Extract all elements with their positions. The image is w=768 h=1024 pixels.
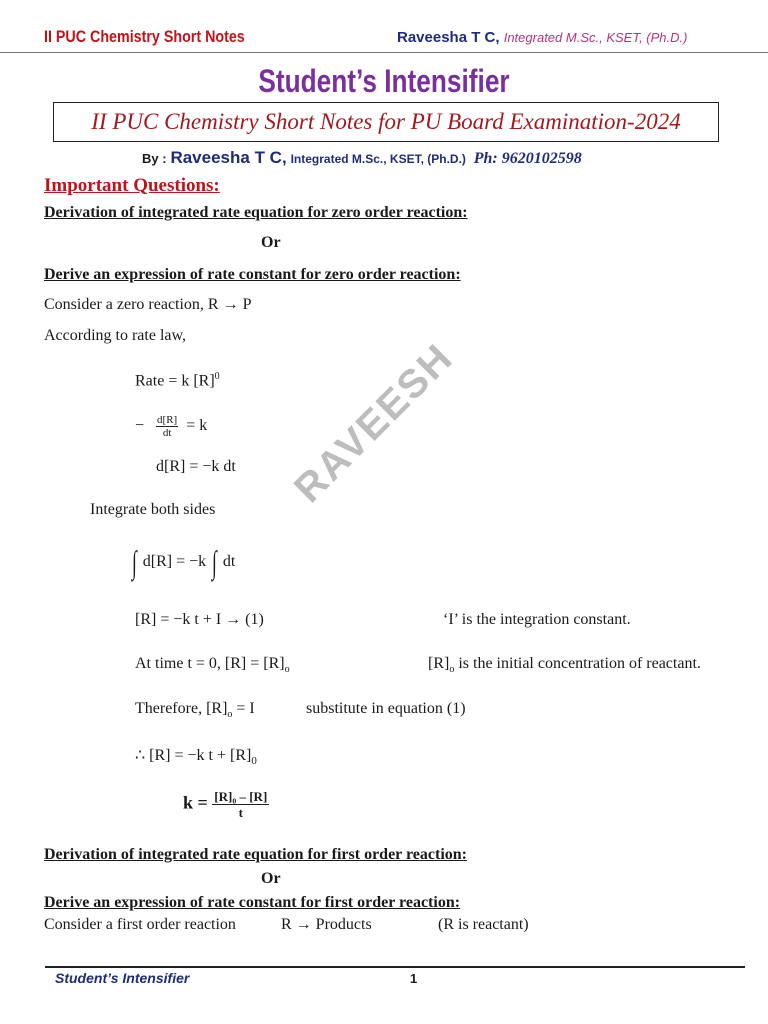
byline bbox=[142, 148, 582, 168]
therefore-b: = I bbox=[232, 700, 255, 717]
important-questions-heading: Important Questions: bbox=[44, 175, 220, 196]
final-eq-sub: 0 bbox=[251, 755, 257, 768]
therefore-line bbox=[135, 700, 255, 720]
page-number: 1 bbox=[410, 971, 418, 986]
rate-law-equation bbox=[135, 371, 220, 390]
header-left-title: II PUC Chemistry Short Notes bbox=[44, 27, 245, 46]
therefore-a: Therefore, [R] bbox=[135, 700, 228, 717]
header-author-name: Raveesha T C, bbox=[397, 29, 500, 46]
byline-name: Raveesha T C bbox=[170, 148, 282, 167]
integral-right: dt bbox=[222, 553, 236, 571]
integral-symbol: ∫ bbox=[131, 544, 137, 580]
byline-phone: Ph: 9620102598 bbox=[473, 150, 582, 167]
dR-equation: d[R] = −k dt bbox=[156, 458, 236, 475]
dR-dt-fraction bbox=[156, 414, 178, 439]
zero-order-line-1: Consider a zero reaction, R → P bbox=[44, 296, 252, 313]
first-order-or: Or bbox=[261, 870, 281, 887]
zero-order-or: Or bbox=[261, 234, 281, 251]
k-label: k = bbox=[183, 792, 208, 813]
final-concentration-equation bbox=[135, 745, 257, 767]
initial-note-b: is the initial concentration of reactant. bbox=[454, 655, 701, 672]
watermark: RAVEESH bbox=[286, 335, 462, 512]
rate-constant-formula bbox=[183, 789, 269, 820]
footer-title: Student’s Intensifier bbox=[55, 970, 190, 986]
initial-note-a: [R] bbox=[428, 655, 450, 672]
rate-law-exponent: 0 bbox=[214, 371, 220, 382]
footer-divider bbox=[45, 966, 745, 968]
integration-result: [R] = −k t + I → (1) bbox=[135, 611, 264, 628]
first-order-heading-1: Derivation of integrated rate equation for first order reaction: bbox=[44, 846, 468, 863]
first-order-heading-2: Derive an expression of rate constant for first order reaction: bbox=[44, 894, 461, 911]
initial-note-sub: o bbox=[449, 664, 455, 676]
fraction-denominator: dt bbox=[162, 427, 172, 439]
integral-left: d[R] = −k bbox=[142, 553, 207, 571]
zero-order-line-2: According to rate law, bbox=[44, 327, 187, 344]
zero-order-heading-2: Derive an expression of rate constant for zero order reaction: bbox=[44, 266, 461, 283]
byline-credentials: Integrated M.Sc., KSET, (Ph.D.) bbox=[290, 152, 466, 166]
k-denominator: t bbox=[238, 805, 243, 820]
therefore-sub: o bbox=[227, 709, 233, 721]
equals-k: = k bbox=[186, 417, 208, 435]
rate-law-text: Rate = k [R] bbox=[135, 372, 215, 390]
header-author-credentials: Integrated M.Sc., KSET, (Ph.D.) bbox=[503, 30, 688, 45]
integration-constant-note: ‘I’ is the integration constant. bbox=[443, 611, 631, 628]
initial-condition-text: At time t = 0, [R] = [R] bbox=[135, 655, 285, 672]
minus-sign: − bbox=[135, 417, 145, 435]
final-eq-text: ∴ [R] = −k t + [R] bbox=[135, 747, 252, 764]
integral-symbol: ∫ bbox=[212, 544, 217, 580]
subtitle: II PUC Chemistry Short Notes for PU Board Examination-2024 bbox=[91, 109, 681, 134]
header-author bbox=[397, 29, 687, 46]
k-fraction bbox=[212, 789, 269, 820]
substitute-note: substitute in equation (1) bbox=[306, 700, 466, 717]
header-divider bbox=[0, 52, 768, 53]
integral-equation bbox=[130, 544, 235, 581]
initial-concentration-note bbox=[428, 655, 701, 675]
byline-by: By : bbox=[142, 151, 167, 166]
initial-condition-sub: o bbox=[284, 664, 290, 676]
page-title: Student’s Intensifier bbox=[258, 63, 510, 99]
zero-order-heading-1: Derivation of integrated rate equation for zero order reaction: bbox=[44, 204, 468, 221]
k-numerator: [R]₀ – [R] bbox=[214, 789, 268, 804]
differential-rate-equation bbox=[135, 414, 207, 439]
byline-comma: , bbox=[281, 148, 287, 167]
first-order-line-1: Consider a first order reaction bbox=[44, 916, 236, 933]
initial-condition bbox=[135, 655, 290, 675]
fraction-numerator: d[R] bbox=[157, 414, 178, 426]
first-order-note: (R is reactant) bbox=[438, 916, 529, 933]
first-order-reaction: R → Products bbox=[281, 916, 372, 933]
subtitle-box bbox=[53, 102, 719, 142]
integrate-instruction: Integrate both sides bbox=[90, 501, 216, 518]
